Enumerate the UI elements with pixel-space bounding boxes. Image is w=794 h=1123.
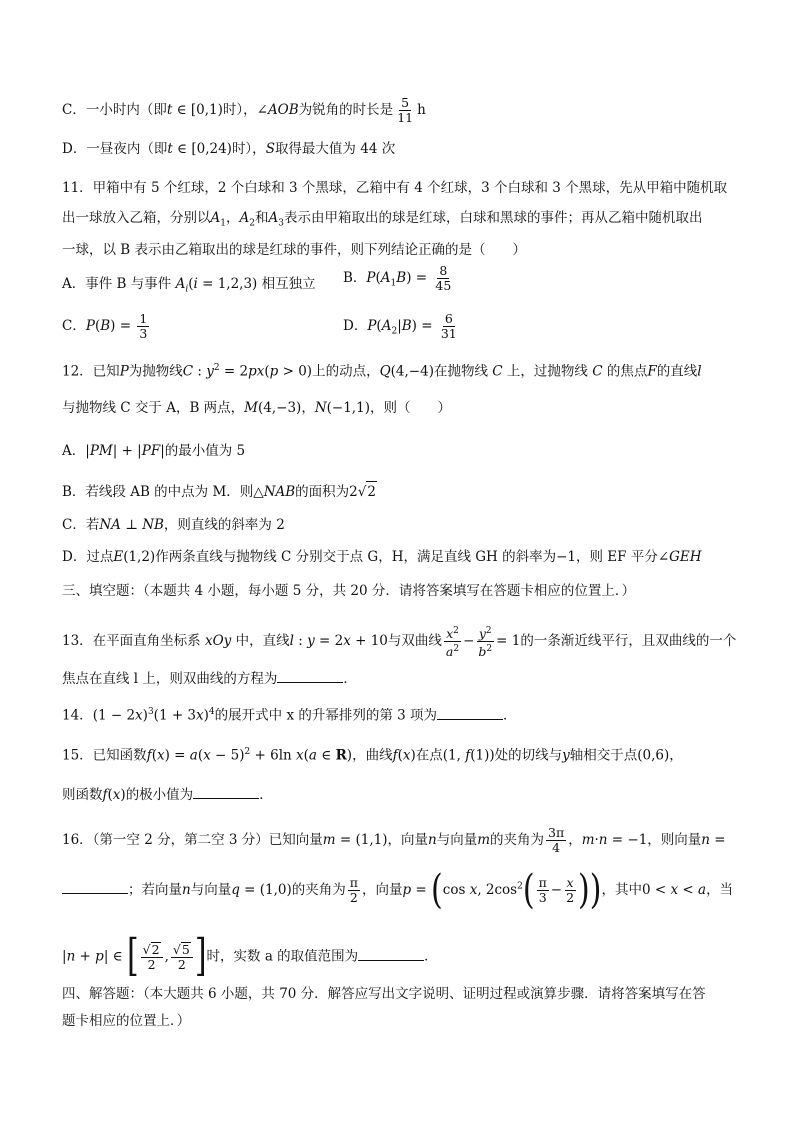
answer-blank[interactable] bbox=[277, 668, 343, 683]
section-4-heading-line2: 题卡相应的位置上．） bbox=[62, 1013, 191, 1029]
q11-option-c: C．P(B) = $\frac{1}{3}$ bbox=[62, 311, 148, 341]
answer-blank[interactable] bbox=[193, 784, 259, 799]
q11-line2: 出一球放入乙箱，分别以$A_1$，$A_2$和$A_3$表示由甲箱取出的球是红球，白球和黑球的事件；再从乙箱中随机取出 bbox=[62, 210, 703, 229]
option-10d: D．一昼夜内（即t ∈ [0,24)时），S取得最大值为 44 次 bbox=[62, 141, 396, 157]
q12-line2: 与抛物线 C 交于 A，B 两点，M(4,−3)，N(−1,1)，则（ ） bbox=[62, 400, 451, 416]
q11-option-b: B．$P(A_1B)$ = $\frac{8}{45}$ bbox=[343, 263, 452, 293]
q13-line2: 焦点在直线 l 上，则双曲线的方程为 ． bbox=[62, 668, 357, 689]
q12-option-c: C．若NA ⊥ NB，则直线的斜率为 2 bbox=[62, 517, 285, 533]
q11-line3: 一球，以 B 表示由乙箱取出的球是红球的事件，则下列结论正确的是（ ） bbox=[62, 242, 527, 258]
section-4-heading-line1: 四、解答题：（本大题共 6 小题，共 70 分．解答应写出文字说明、证明过程或演算步骤．请将答案填写在答 bbox=[62, 986, 706, 1002]
q12-option-b: B．若线段 AB 的中点为 M．则△NAB的面积为2√2 bbox=[62, 481, 377, 502]
answer-blank[interactable] bbox=[358, 946, 424, 961]
q16-line1: 16．（第一空 2 分，第二空 3 分）已知向量m = (1,1)，向量n与向量m的夹角为 $\frac{3\pi}{4}$ ，m·n = −1，则向量n = bbox=[62, 825, 726, 855]
q12-option-a: A．|PM| + |PF|的最小值为 5 bbox=[62, 443, 246, 459]
opt-10c-pre: C．一小时内（即 bbox=[62, 102, 167, 118]
answer-blank[interactable] bbox=[437, 705, 503, 720]
option-10c: C．一小时内（即t ∈ [0,1)时），∠AOB为锐角的时长是 $\frac{5}{11}$ h bbox=[62, 95, 426, 125]
q12-option-d: D．过点E(1,2)作两条直线与抛物线 C 分别交于点 G，H，满足直线 GH 的斜率为−1，则 EF 平分∠GEH bbox=[62, 549, 702, 565]
q11-line1: 11．甲箱中有 5 个红球，2 个白球和 3 个黑球，乙箱中有 4 个红球，3 个白球和 3 个黑球，先从甲箱中随机取 bbox=[62, 180, 728, 196]
answer-blank[interactable] bbox=[62, 879, 128, 894]
q15-line2: 则函数f(x)的极小值为 ． bbox=[62, 784, 273, 805]
section-3-heading: 三、填空题：（本题共 4 小题，每小题 5 分，共 20 分．请将答案填写在答题卡相应的位置上．） bbox=[62, 583, 636, 599]
q16-line3: |n + p| ∈ [ $\frac{√2}{2}$ , $\frac{√5}{2}$ ]时，实数 a 的取值范围为 ． bbox=[62, 930, 438, 982]
q16-line2: ；若向量n与向量q = (1,0)的夹角为 $\frac{\pi}{2}$ ，向量p = (cos x, $2\cos^2$( $\frac{\pi}{3}$ − $\frac{x}{2}$ ))，其中0 < x < a，当 bbox=[62, 876, 733, 905]
q14: 14．$(1 - 2x)^3(1 + 3x)^4$的展开式中 x 的升幂排列的第 3 项为 ． bbox=[62, 702, 517, 726]
q12-line1: 12．已知P为抛物线C : $y^2 = 2px(p > 0)$上的动点，Q(4,−4)在抛物线 C 上，过抛物线 C 的焦点F的直线l bbox=[62, 363, 702, 380]
q13-line1: 13．在平面直角坐标系 xOy 中，直线l : y = 2x + 10与双曲线 $\frac{x^2}{a^2}$ − $\frac{y^2}{b^2}$ = 1的一条渐近线平行，且双曲线的一个 bbox=[62, 626, 737, 660]
q11-option-a: A．事件 B 与事件 $A_i(i = 1,2,3)$ 相互独立 bbox=[62, 276, 316, 295]
q11-option-d: D．$P(A_2|B)$ = $\frac{6}{31}$ bbox=[343, 311, 457, 341]
q15-line1: 15．已知函数$f(x) = a(x - 5)^2 + 6\ln$ x(a ∈ R)，曲线f(x)在点(1, f(1))处的切线与y轴相交于点(0,6)， bbox=[62, 747, 683, 764]
